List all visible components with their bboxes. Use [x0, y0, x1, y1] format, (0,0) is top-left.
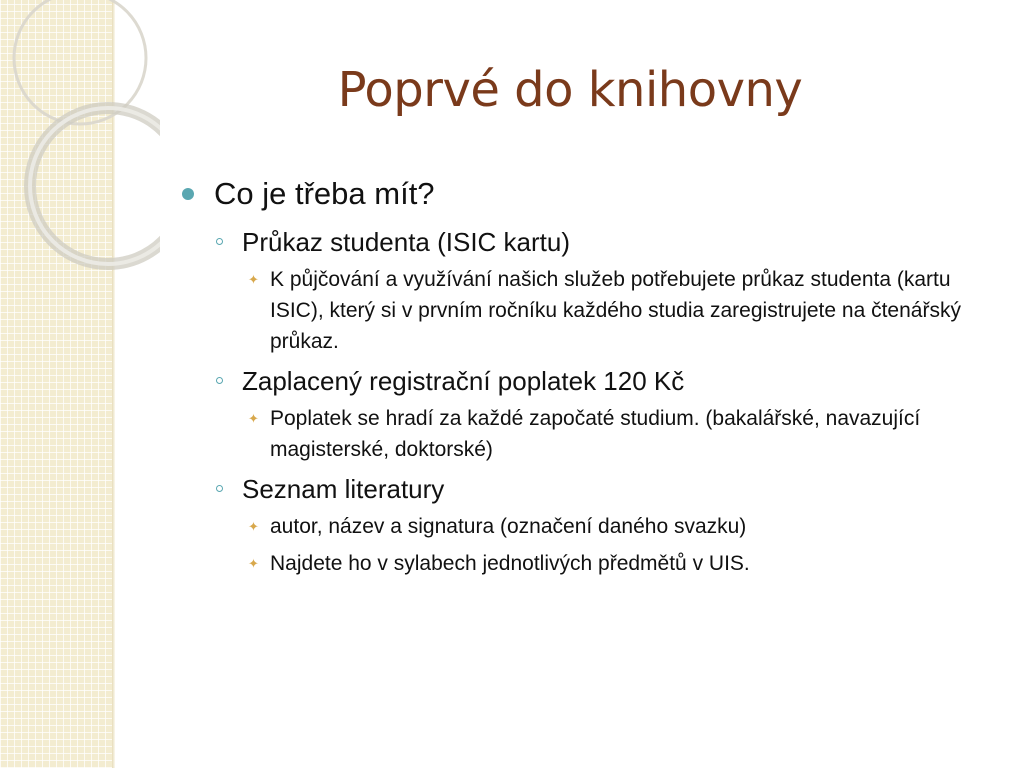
list-item [182, 363, 1002, 399]
decorative-rings [0, 0, 160, 330]
sub-list-item [182, 264, 1002, 357]
ring-bullet-icon [216, 485, 223, 492]
sub-list-item-text: Poplatek se hradí za každé započaté studium. (bakalářské, navazující magisterské, doktorské) [270, 407, 921, 461]
list-item-label: Zaplacený registrační poplatek 120 Kč [242, 366, 685, 396]
ring-bullet-icon [216, 238, 223, 245]
list-item-label: Průkaz studenta (ISIC kartu) [242, 227, 571, 257]
star-bullet-icon: ✦ [248, 272, 259, 287]
sub-list-item-text: Najdete ho v sylabech jednotlivých předmětů v UIS. [270, 552, 750, 575]
ring-bullet-icon [216, 377, 223, 384]
bullet-dot-icon [182, 188, 194, 200]
slide-body [182, 172, 1002, 585]
list-item-label: Seznam literatury [242, 474, 445, 504]
sub-list-item-text: K půjčování a využívání našich služeb potřebujete průkaz studenta (kartu ISIC), který si v prvním ročníku každého studia zaregistrujete na čtenářský průkaz. [270, 268, 961, 353]
slide-title: Poprvé do knihovny [337, 62, 803, 118]
sub-list-item [182, 403, 1002, 465]
star-bullet-icon: ✦ [248, 556, 259, 571]
bullet-heading-text: Co je třeba mít? [214, 176, 435, 211]
star-bullet-icon: ✦ [248, 519, 259, 534]
list-item [182, 471, 1002, 507]
list-item [182, 224, 1002, 260]
bullet-heading [182, 172, 1002, 216]
sub-list-item-text: autor, název a signatura (označení daného svazku) [270, 515, 747, 538]
sub-list-item [182, 511, 1002, 542]
sub-list-item [182, 548, 1002, 579]
star-bullet-icon: ✦ [248, 411, 259, 426]
